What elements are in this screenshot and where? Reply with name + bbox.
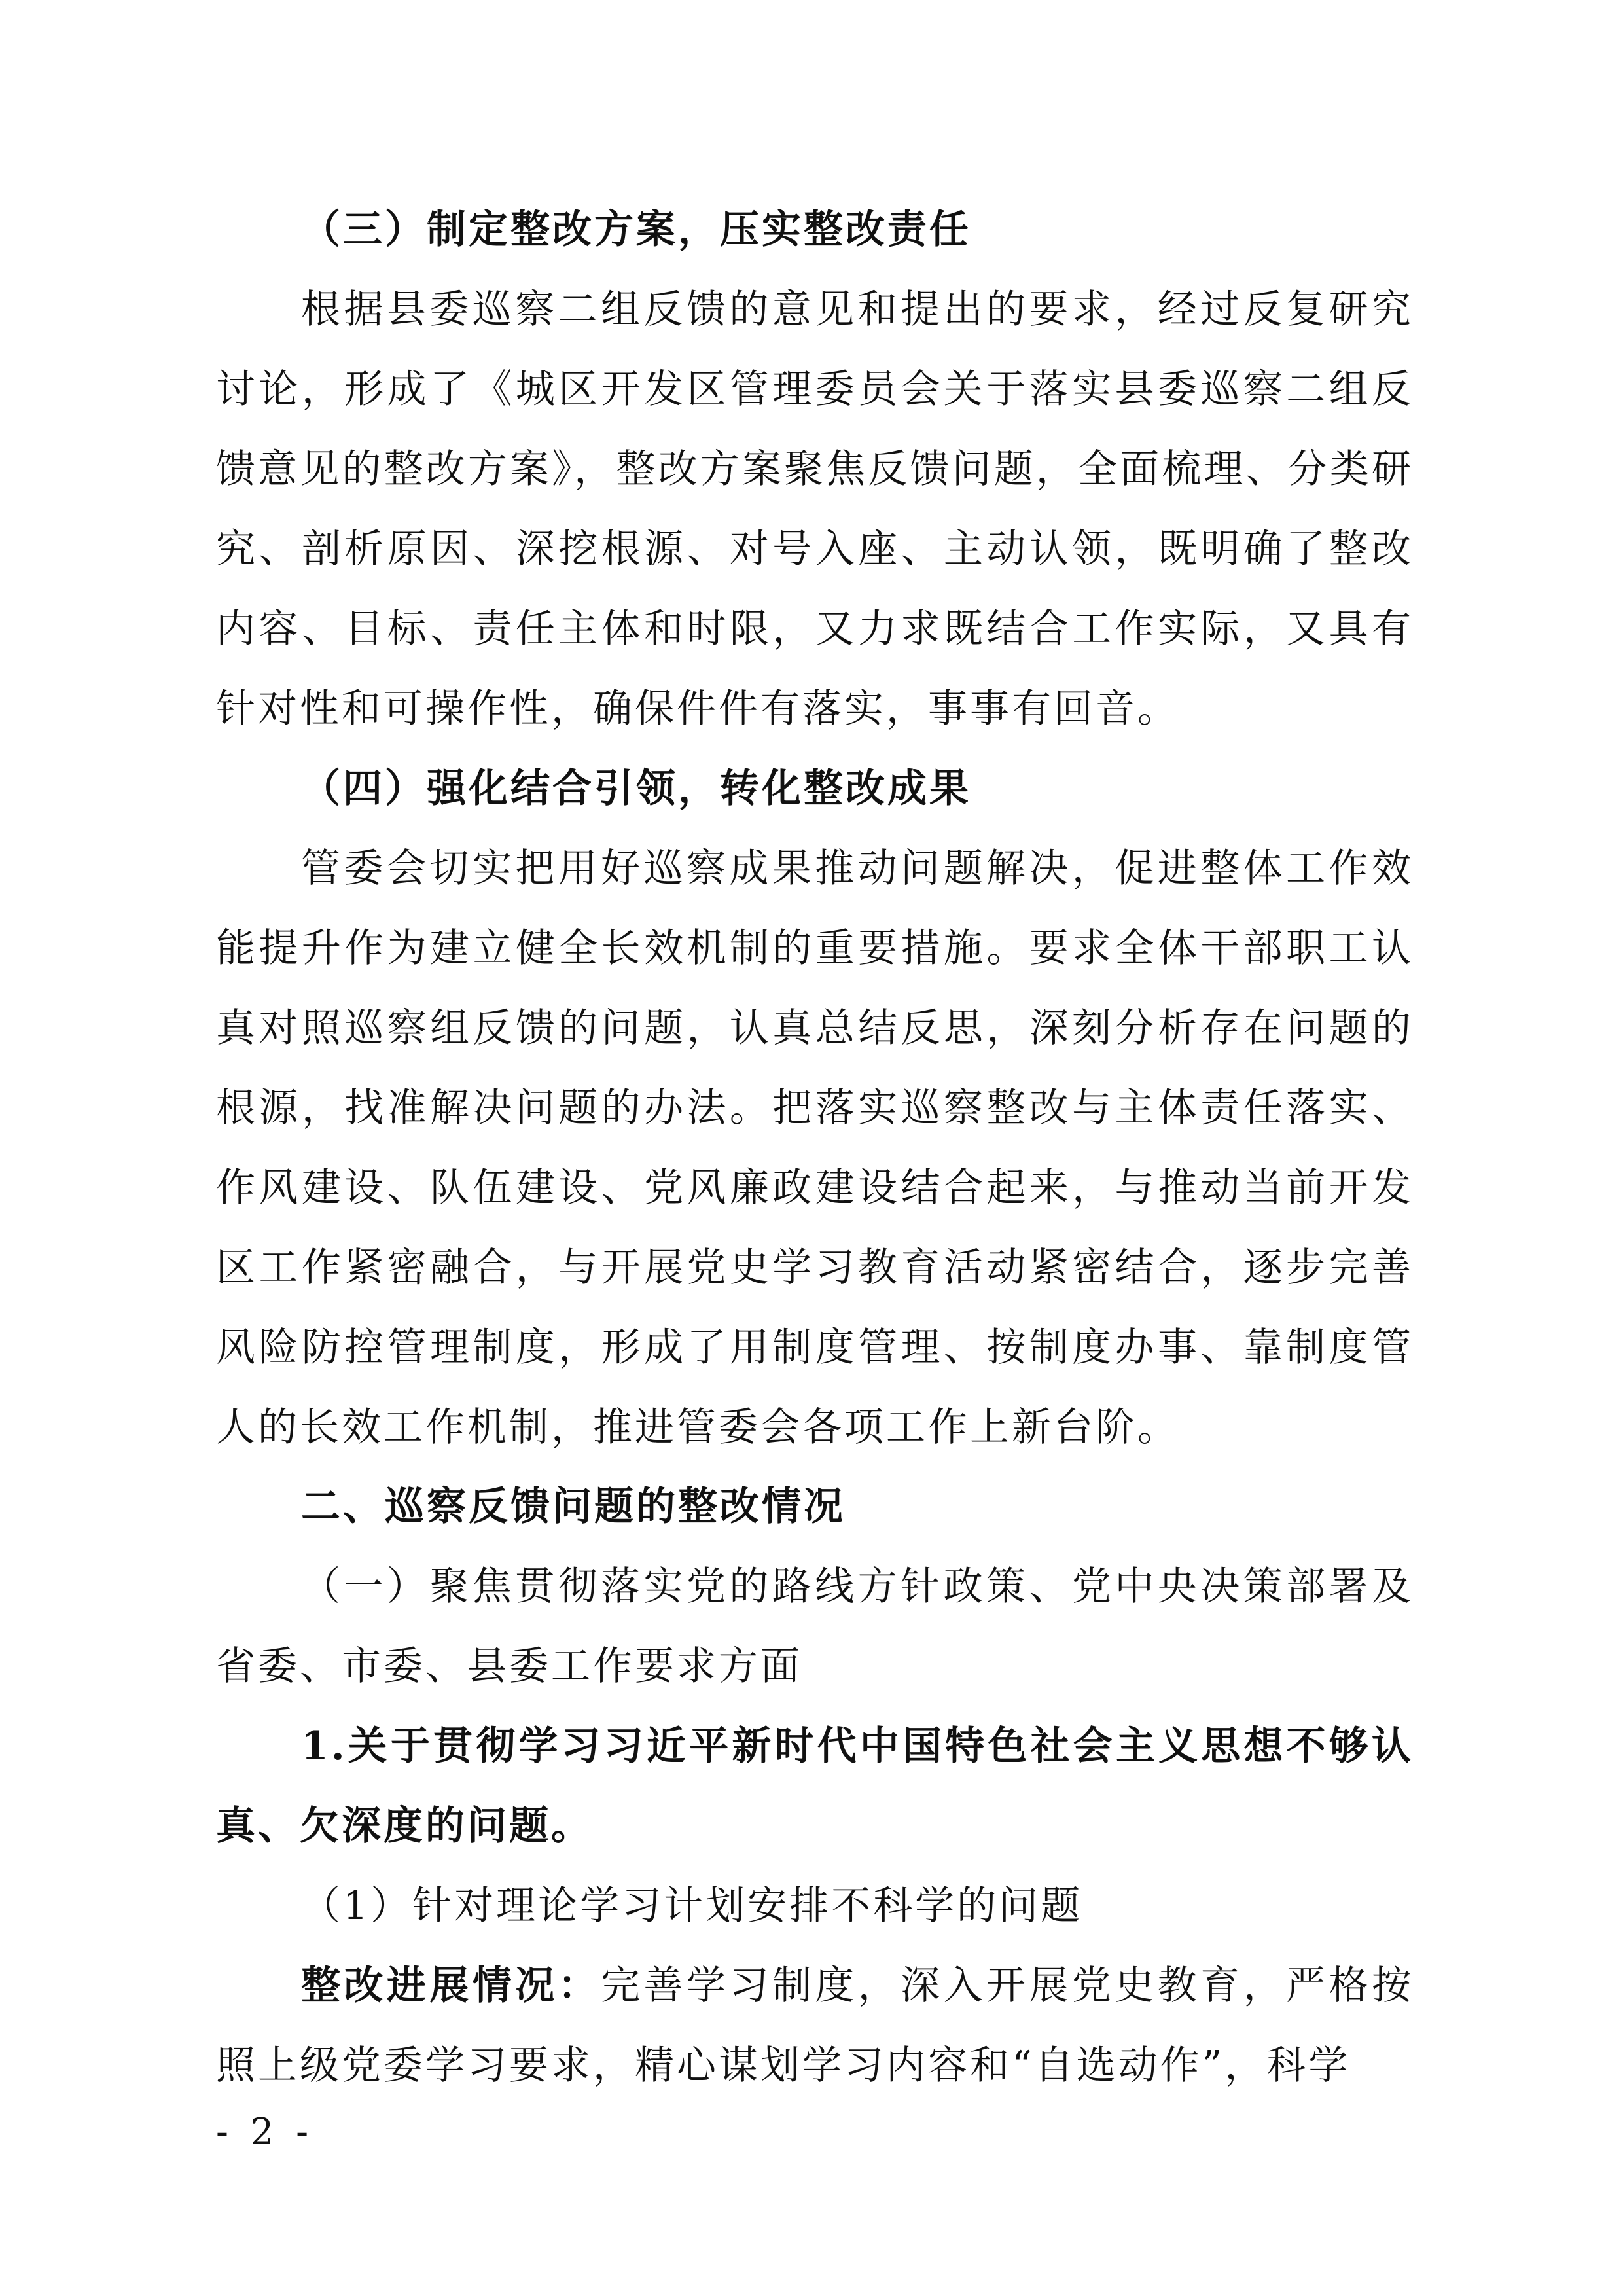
section3-heading: （三）制定整改方案，压实整改责任 — [301, 207, 971, 253]
part2-heading: 二、巡察反馈问题的整改情况 — [301, 1484, 846, 1530]
section4-heading: （四）强化结合引领，转化整改成果 — [301, 766, 971, 812]
progress-paragraph — [216, 1946, 1414, 2106]
progress-label: 整改进展情况： — [301, 1963, 601, 2009]
section3-body: 根据县委巡察二组反馈的意见和提出的要求，经过反复研究讨论，形成了《城区开发区管理委员会关于落实县委巡察二组反馈意见的整改方案》，整改方案聚焦反馈问题，全面梳理、分类研究、剖析原因、深挖根源、对号入座、主动认领，既明确了整改内容、目标、责任主体和时限，又力求既结合工作实际，又具有针对性和可操作性，确保件件有落实，事事有回音。 — [216, 287, 1414, 732]
progress-text: 完善学习制度，深入开展党史教育，严格按照上级党委学习要求，精心谋划学习内容和“自选动作”，科学 — [216, 1963, 1414, 2089]
item1-heading: 1.关于贯彻学习习近平新时代中国特色社会主义思想不够认真、欠深度的问题。 — [216, 1723, 1414, 1849]
section4-body: 管委会切实把用好巡察成果推动问题解决，促进整体工作效能提升作为建立健全长效机制的重要措施。要求全体干部职工认真对照巡察组反馈的问题，认真总结反思，深刻分析存在问题的根源，找准解决问题的办法。把落实巡察整改与主体责任落实、作风建设、队伍建设、党风廉政建设结合起来，与推动当前开发区工作紧密融合，与开展党史学习教育活动紧密结合，逐步完善风险防控管理制度，形成了用制度管理、按制度办事、靠制度管人的长效工作机制，推进管委会各项工作上新台阶。 — [216, 846, 1414, 1450]
subitem1-heading: （1）针对理论学习计划安排不科学的问题 — [301, 1883, 1083, 1929]
page-number: - 2 - — [216, 2111, 314, 2153]
subsection1-heading: （一）聚焦贯彻落实党的路线方针政策、党中央决策部署及省委、市委、县委工作要求方面 — [216, 1564, 1414, 1689]
